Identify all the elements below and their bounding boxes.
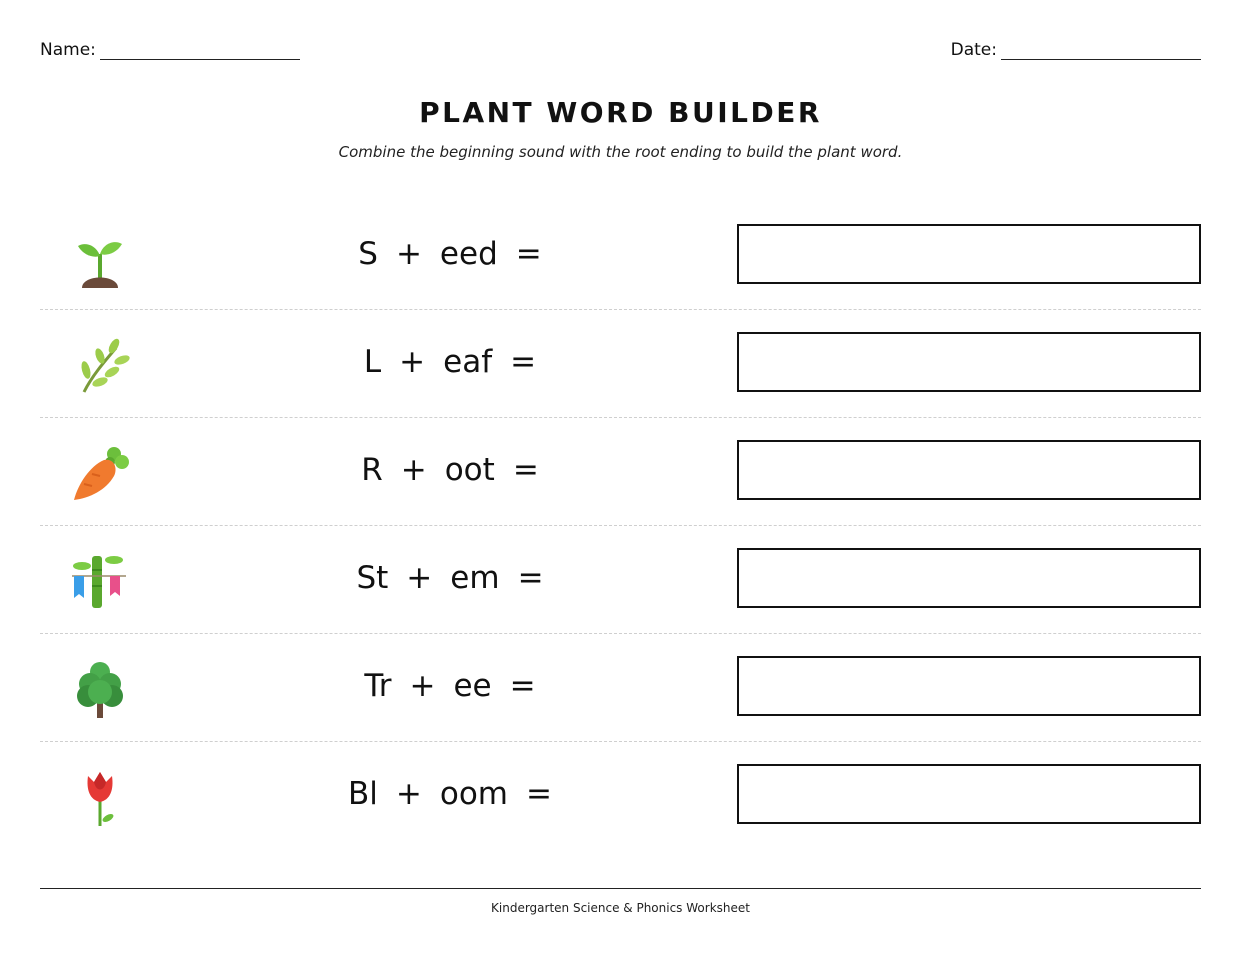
beginning-sound: S xyxy=(358,236,378,272)
word-equation xyxy=(300,452,600,488)
word-equation xyxy=(300,668,600,704)
equals-sign: = xyxy=(517,560,544,596)
beginning-sound: St xyxy=(356,560,389,596)
word-equation xyxy=(300,776,600,812)
answer-box[interactable] xyxy=(737,548,1201,608)
name-label: Name: xyxy=(40,40,96,60)
name-blank-line[interactable] xyxy=(100,41,300,60)
word-row xyxy=(40,418,1201,526)
plus-sign: + xyxy=(395,776,422,812)
word-row xyxy=(40,310,1201,418)
beginning-sound: R xyxy=(361,452,383,488)
word-row xyxy=(40,202,1201,310)
plus-sign: + xyxy=(400,452,427,488)
root-ending: eed xyxy=(439,236,498,272)
plus-sign: + xyxy=(409,668,436,704)
equals-sign: = xyxy=(526,776,552,812)
equals-sign: = xyxy=(515,236,542,272)
name-field[interactable] xyxy=(40,40,300,60)
date-blank-line[interactable] xyxy=(1001,41,1201,60)
word-equation xyxy=(300,236,600,272)
plus-sign: + xyxy=(406,560,433,596)
word-row xyxy=(40,526,1201,634)
root-ending: em xyxy=(450,560,500,596)
footer-text: Kindergarten Science & Phonics Worksheet xyxy=(491,901,750,915)
root-ending: eaf xyxy=(443,344,493,380)
seedling-icon xyxy=(70,228,130,288)
word-row xyxy=(40,634,1201,742)
beginning-sound: Tr xyxy=(364,668,392,704)
date-label: Date: xyxy=(950,40,997,60)
answer-box[interactable] xyxy=(737,656,1201,716)
leaf-branch-icon xyxy=(70,336,130,396)
plus-sign: + xyxy=(399,344,426,380)
beginning-sound: Bl xyxy=(348,776,378,812)
root-ending: ee xyxy=(453,668,492,704)
tree-icon xyxy=(70,660,130,720)
worksheet-instructions: Combine the beginning sound with the root ending to build the plant word. xyxy=(338,143,903,161)
tulip-icon xyxy=(70,768,130,828)
equals-sign: = xyxy=(512,452,539,488)
word-equation xyxy=(300,560,600,596)
carrot-icon xyxy=(70,444,130,504)
bamboo-tanabata-icon xyxy=(70,552,130,612)
word-row xyxy=(40,742,1201,849)
word-equation xyxy=(300,344,600,380)
worksheet-title: PLANT WORD BUILDER xyxy=(419,96,822,129)
equals-sign: = xyxy=(510,344,537,380)
root-ending: oom xyxy=(439,776,509,812)
answer-box[interactable] xyxy=(737,440,1201,500)
beginning-sound: L xyxy=(363,344,382,380)
root-ending: oot xyxy=(444,452,495,488)
answer-box[interactable] xyxy=(737,224,1201,284)
equals-sign: = xyxy=(509,668,536,704)
answer-box[interactable] xyxy=(737,332,1201,392)
answer-box[interactable] xyxy=(737,764,1201,824)
word-builder-rows xyxy=(40,202,1201,849)
plus-sign: + xyxy=(395,236,422,272)
footer-divider xyxy=(40,888,1201,889)
date-field[interactable] xyxy=(951,40,1201,60)
